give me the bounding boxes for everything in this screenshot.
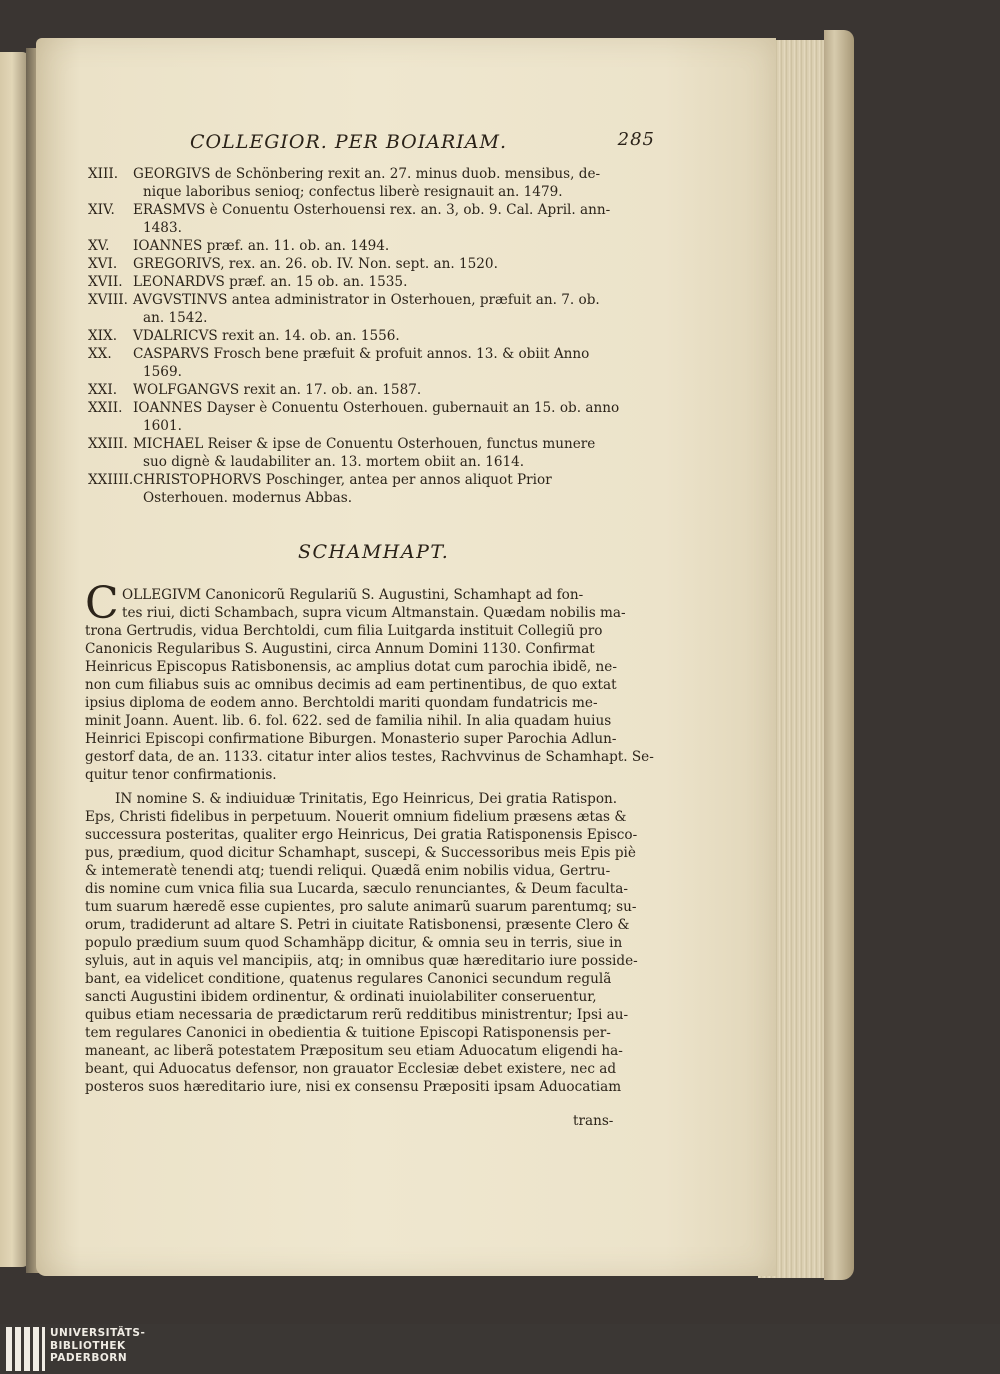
abbot-entry bbox=[88, 435, 638, 471]
abbot-number: XXIIII. bbox=[88, 472, 134, 488]
abbot-entry bbox=[88, 273, 638, 291]
catchword: trans- bbox=[573, 1113, 614, 1129]
abbot-text: CASPARVS Frosch bene præfuit & profuit annos. 13. & obiit Anno bbox=[133, 346, 590, 362]
abbot-text-continuation: 1483. bbox=[143, 220, 182, 236]
text-line: sancti Augustini ibidem ordinentur, & ordinati inuiolabiliter conseruentur, bbox=[85, 989, 597, 1005]
abbot-entry bbox=[88, 165, 638, 201]
text-line: orum, tradiderunt ad altare S. Petri in ciuitate Ratisbonensi, præsente Clero & bbox=[85, 917, 630, 933]
text-line: gestorf data, de an. 1133. citatur inter alios testes, Rachvvinus de Schamhapt. Se- bbox=[85, 749, 654, 765]
abbot-text: AVGVSTINVS antea administrator in Osterhouen, præfuit an. 7. ob. bbox=[133, 292, 600, 308]
abbot-number: XVI. bbox=[88, 256, 118, 272]
text-line: posteros suos hæreditario iure, nisi ex consensu Præpositi ipsam Aduocatiam bbox=[85, 1079, 622, 1095]
abbot-text-continuation: 1569. bbox=[143, 364, 182, 380]
abbot-number: XVII. bbox=[88, 274, 123, 290]
abbot-number: XIX. bbox=[88, 328, 118, 344]
text-line: ipsius diploma de eodem anno. Berchtoldi mariti quondam fundatricis me- bbox=[85, 695, 598, 711]
library-name-line: UNIVERSITÄTS- bbox=[50, 1327, 146, 1339]
text-line: Heinrici Episcopi confirmatione Biburgen. Monasterio super Parochia Adlun- bbox=[85, 731, 617, 747]
library-name-line: PADERBORN bbox=[50, 1352, 128, 1364]
text-line: pus, prædium, quod dicitur Schamhapt, suscepi, & Successoribus meis Epis piè bbox=[85, 845, 636, 861]
drop-cap: C bbox=[85, 578, 119, 629]
text-line: trona Gertrudis, vidua Berchtoldi, cum filia Luitgarda instituit Collegiũ pro bbox=[85, 623, 603, 639]
abbot-text-continuation: an. 1542. bbox=[143, 310, 208, 326]
abbot-entry bbox=[88, 237, 638, 255]
library-footer bbox=[0, 1324, 1000, 1374]
book-cover-edge bbox=[824, 30, 854, 1280]
text-line: minit Joann. Auent. lib. 6. fol. 622. sed de familia nihil. In alia quadam huius bbox=[85, 713, 612, 729]
abbot-text: WOLFGANGVS rexit an. 17. ob. an. 1587. bbox=[133, 382, 422, 398]
abbot-entry bbox=[88, 345, 638, 381]
text-line: IN nomine S. & indiuiduæ Trinitatis, Ego Heinricus, Dei gratia Ratispon. bbox=[115, 791, 618, 807]
text-line: Eps, Christi fidelibus in perpetuum. Nouerit omnium fidelium præsens ætas & bbox=[85, 809, 627, 825]
abbot-entry bbox=[88, 471, 638, 507]
abbot-number: XXIII. bbox=[88, 436, 128, 452]
abbot-entry bbox=[88, 291, 638, 327]
abbot-text-continuation: 1601. bbox=[143, 418, 182, 434]
text-line: non cum filiabus suis ac omnibus decimis ad eam pertinentibus, de quo extat bbox=[85, 677, 617, 693]
text-line: & intemeratè tenendi atq; tuendi reliqui. Quædã enim nobilis vidua, Gertru- bbox=[85, 863, 611, 879]
abbot-text: CHRISTOPHORVS Poschinger, antea per annos aliquot Prior bbox=[133, 472, 552, 488]
abbot-number: XV. bbox=[88, 238, 110, 254]
text-line: Heinricus Episcopus Ratisbonensis, ac amplius dotat cum parochia ibidẽ, ne- bbox=[85, 659, 617, 675]
text-line: maneant, ac liberã potestatem Præpositum seu etiam Aduocatum eligendi ha- bbox=[85, 1043, 623, 1059]
abbot-entry bbox=[88, 255, 638, 273]
abbot-text: LEONARDVS præf. an. 15 ob. an. 1535. bbox=[133, 274, 408, 290]
text-line: successura posteritas, qualiter ergo Heinricus, Dei gratia Ratisponensis Episco- bbox=[85, 827, 638, 843]
text-line: tem regulares Canonici in obedientia & tuitione Episcopi Ratisponensis per- bbox=[85, 1025, 611, 1041]
library-name bbox=[50, 1327, 145, 1365]
abbot-list bbox=[88, 165, 638, 507]
abbot-text: IOANNES præf. an. 11. ob. an. 1494. bbox=[133, 238, 390, 254]
abbot-number: XX. bbox=[88, 346, 112, 362]
abbot-text-continuation: Osterhouen. modernus Abbas. bbox=[143, 490, 353, 506]
text-line: tes riui, dicti Schambach, supra vicum Altmanstain. Quædam nobilis ma- bbox=[122, 605, 626, 621]
abbot-entry bbox=[88, 201, 638, 237]
abbot-text: GREGORIVS, rex. an. 26. ob. IV. Non. sept. an. 1520. bbox=[133, 256, 498, 272]
library-name-line: BIBLIOTHEK bbox=[50, 1339, 126, 1352]
text-line: tum suarum hæredẽ esse cupientes, pro salute animarũ suarum parentumq; su- bbox=[85, 899, 637, 915]
text-line: quitur tenor confirmationis. bbox=[85, 767, 277, 783]
running-header bbox=[190, 131, 655, 157]
abbot-number: XVIII. bbox=[88, 292, 128, 308]
abbot-entry bbox=[88, 381, 638, 399]
abbot-number: XIV. bbox=[88, 202, 115, 218]
text-line: syluis, aut in aquis vel mancipiis, atq; in omnibus quæ hæreditario iure posside- bbox=[85, 953, 638, 969]
abbot-entry bbox=[88, 327, 638, 345]
text-line: dis nomine cum vnica filia sua Lucarda, sæculo renunciantes, & Deum faculta- bbox=[85, 881, 628, 897]
section-title: SCHAMHAPT. bbox=[298, 541, 450, 563]
text-line: OLLEGIVM Canonicorũ Regulariũ S. Augustini, Schamhapt ad fon- bbox=[122, 587, 584, 603]
abbot-entry bbox=[88, 399, 638, 435]
page-number: 285 bbox=[617, 129, 655, 150]
abbot-number: XXI. bbox=[88, 382, 118, 398]
running-title: COLLEGIOR. PER BOIARIAM. bbox=[190, 131, 508, 153]
text-line: populo prædium suum quod Schamhäpp dicitur, & omnia seu in terris, siue in bbox=[85, 935, 623, 951]
abbot-text: GEORGIVS de Schönbering rexit an. 27. minus duob. mensibus, de- bbox=[133, 166, 601, 182]
paragraph-1 bbox=[85, 586, 654, 784]
abbot-text: MICHAEL Reiser & ipse de Conuentu Osterhouen, functus munere bbox=[133, 436, 596, 452]
paragraph-2 bbox=[85, 790, 638, 1096]
abbot-number: XXII. bbox=[88, 400, 123, 416]
abbot-text: VDALRICVS rexit an. 14. ob. an. 1556. bbox=[133, 328, 400, 344]
text-line: bant, ea videlicet conditione, quatenus regulares Canonici secundum regulã bbox=[85, 971, 612, 987]
text-line: quibus etiam necessaria de prædictarum rerũ redditibus ministrentur; Ipsi au- bbox=[85, 1007, 629, 1023]
abbot-text-continuation: suo dignè & laudabiliter an. 13. mortem obiit an. 1614. bbox=[143, 454, 525, 470]
abbot-number: XIII. bbox=[88, 166, 119, 182]
abbot-text-continuation: nique laboribus senioq; confectus liberè resignauit an. 1479. bbox=[143, 184, 563, 200]
text-line: Canonicis Regularibus S. Augustini, circa Annum Domini 1130. Confirmat bbox=[85, 641, 595, 657]
abbot-text: ERASMVS è Conuentu Osterhouensi rex. an. 3, ob. 9. Cal. April. ann- bbox=[133, 202, 611, 218]
abbot-text: IOANNES Dayser è Conuentu Osterhouen. gubernauit an 15. ob. anno bbox=[133, 400, 620, 416]
text-line: beant, qui Aduocatus defensor, non grauator Ecclesiæ debet existere, nec ad bbox=[85, 1061, 617, 1077]
